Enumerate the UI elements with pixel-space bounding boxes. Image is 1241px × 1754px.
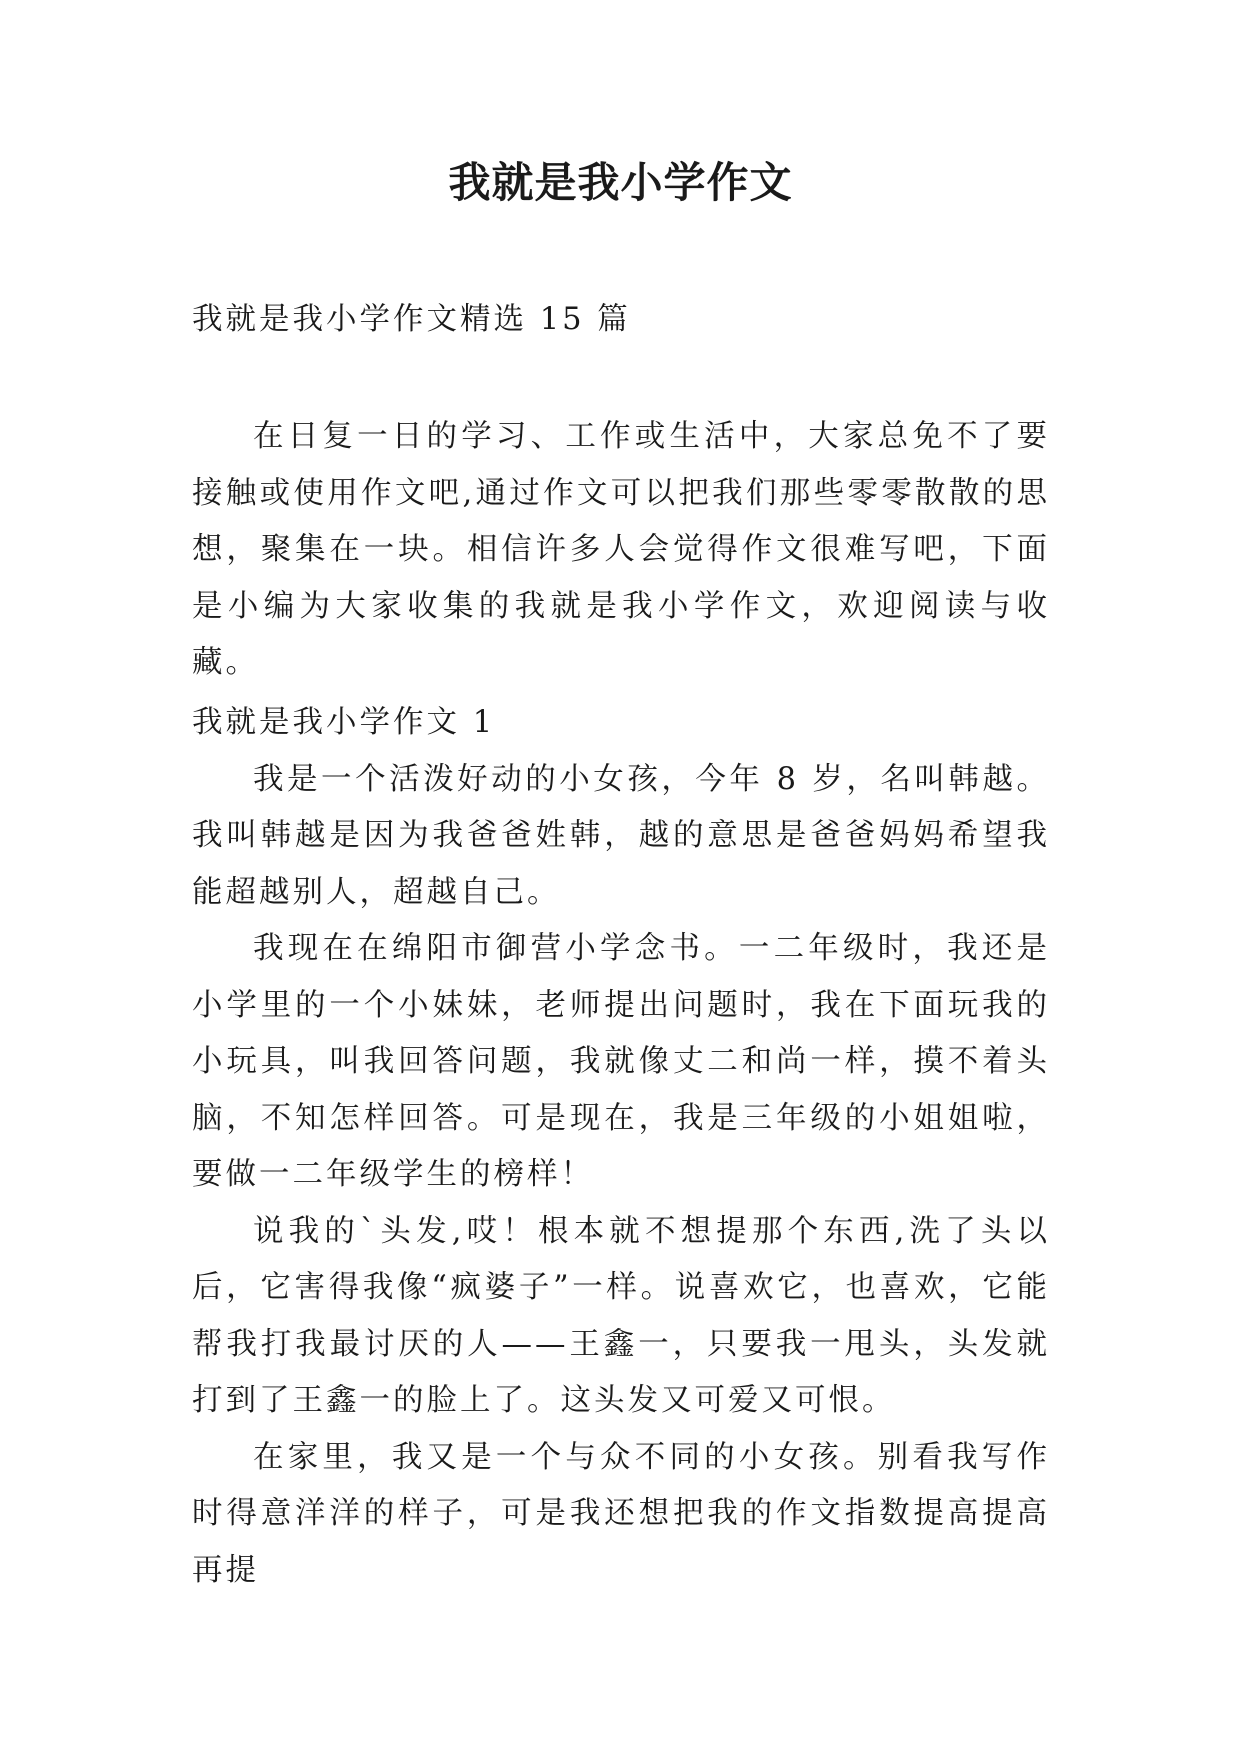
body-paragraph-3: 说我的`头发,哎！根本就不想提那个东西,洗了头以后，它害得我像“疯婆子”一样。说喜欢它，也喜欢，它能帮我打我最讨厌的人——王鑫一，只要我一甩头，头发就打到了王鑫一的脸上了。这头发又可爱又可恨。 [192, 1213, 1050, 1418]
intro-paragraph-block [192, 409, 1050, 692]
body-paragraph-4: 在家里，我又是一个与众不同的小女孩。别看我写作时得意洋洋的样子，可是我还想把我的作文指数提高提高再提 [192, 1439, 1050, 1588]
essay-section-1 [192, 695, 1050, 1599]
subtitle-text: 我就是我小学作文精选 15 篇 [192, 302, 631, 337]
intro-paragraph: 在日复一日的学习、工作或生活中，大家总免不了要接触或使用作文吧,通过作文可以把我们那些零零散散的思想，聚集在一块。相信许多人会觉得作文很难写吧，下面是小编为大家收集的我就是我小学作文，欢迎阅读与收藏。 [192, 419, 1050, 680]
body-paragraph-2: 我现在在绵阳市御营小学念书。一二年级时，我还是小学里的一个小妹妹，老师提出问题时，我在下面玩我的小玩具，叫我回答问题，我就像丈二和尚一样，摸不着头脑，不知怎样回答。可是现在，我是三年级的小姐姐啦，要做一二年级学生的榜样！ [192, 931, 1050, 1192]
body-paragraph-1: 我是一个活泼好动的小女孩，今年 8 岁，名叫韩越。我叫韩越是因为我爸爸姓韩，越的意思是爸爸妈妈希望我能超越别人，超越自己。 [192, 761, 1050, 910]
document-title: 我就是我小学作文 [448, 158, 793, 207]
section-heading: 我就是我小学作文 1 [192, 705, 496, 740]
document-subtitle [192, 292, 1050, 349]
